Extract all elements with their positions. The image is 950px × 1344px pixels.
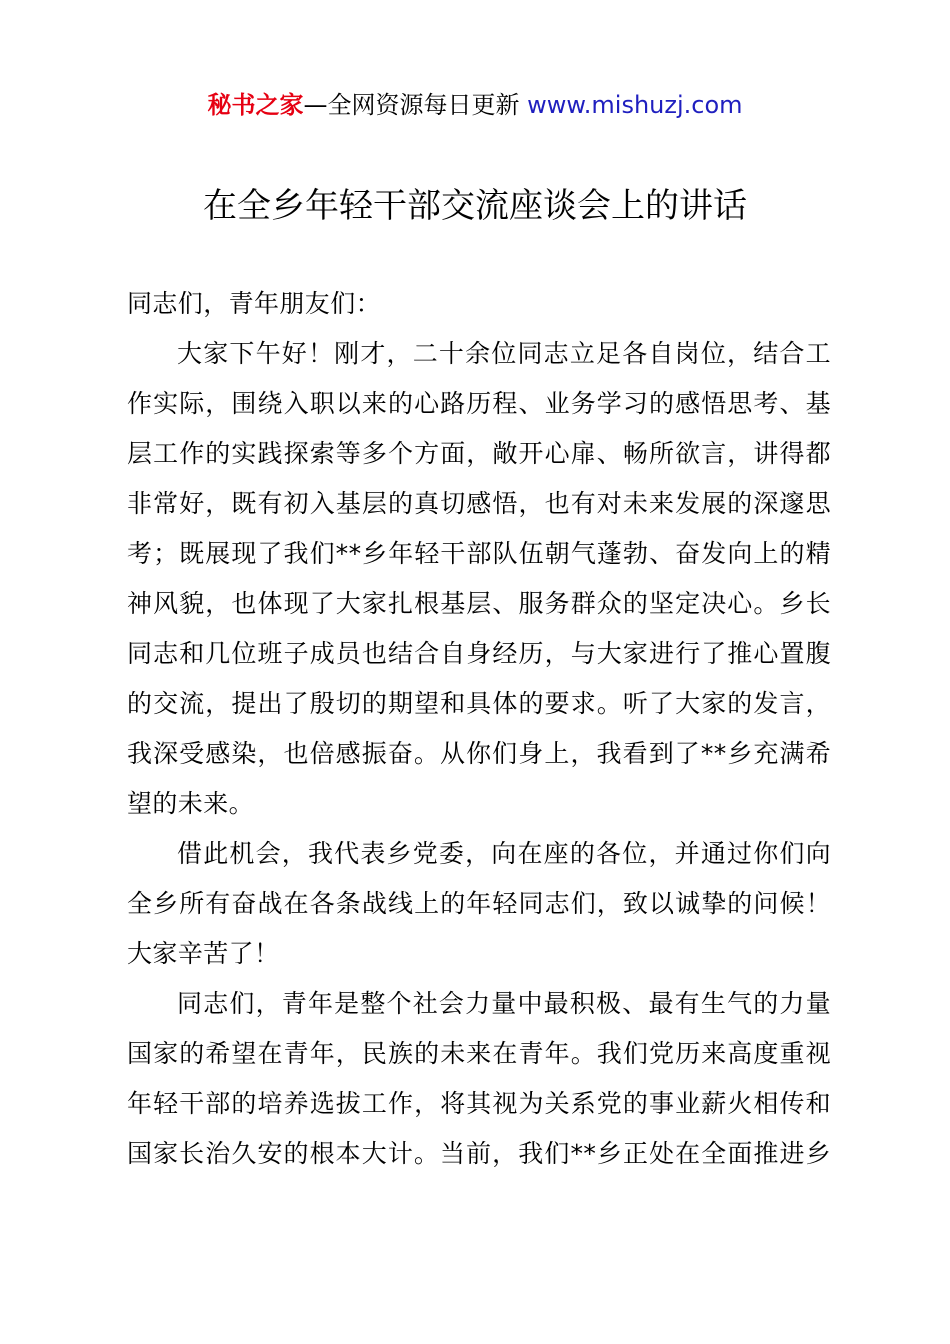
paragraph-line: 非常好，既有初入基层的真切感悟，也有对未来发展的深邃思 (127, 489, 831, 518)
paragraph-line: 同志们，青年是整个社会力量中最积极、最有生气的力量 (177, 989, 831, 1018)
paragraph-line: 考；既展现了我们**乡年轻干部队伍朝气蓬勃、奋发向上的精 (127, 539, 831, 568)
brand-name: 秘书之家 (207, 91, 304, 119)
paragraph-line: 作实际，围绕入职以来的心路历程、业务学习的感悟思考、基 (127, 389, 831, 418)
paragraph-line: 国家长治久安的根本大计。当前，我们**乡正处在全面推进乡 (127, 1139, 831, 1168)
paragraph-line: 的交流，提出了殷切的期望和具体的要求。听了大家的发言， (127, 689, 831, 718)
document-body (127, 284, 831, 1184)
paragraph-line: 大家下午好！刚才，二十余位同志立足各自岗位，结合工 (177, 339, 831, 368)
paragraph-line: 借此机会，我代表乡党委，向在座的各位，并通过你们向 (177, 839, 831, 868)
header-tagline: —全网资源每日更新 (303, 91, 520, 119)
paragraph-line: 层工作的实践探索等多个方面，敞开心扉、畅所欲言，讲得都 (127, 439, 831, 468)
paragraph-line: 望的未来。 (127, 789, 255, 818)
paragraph-line: 国家的希望在青年，民族的未来在青年。我们党历来高度重视 (127, 1039, 831, 1068)
paragraph-line: 神风貌，也体现了大家扎根基层、服务群众的坚定决心。乡长 (127, 589, 831, 618)
paragraph-line: 年轻干部的培养选拔工作，将其视为关系党的事业薪火相传和 (127, 1089, 831, 1118)
paragraph-line: 全乡所有奋战在各条战线上的年轻同志们，致以诚挚的问候！ (127, 889, 831, 918)
salutation: 同志们，青年朋友们： (127, 289, 382, 318)
document-title: 在全乡年轻干部交流座谈会上的讲话 (203, 186, 747, 226)
site-header (0, 88, 950, 122)
paragraph-line: 我深受感染，也倍感振奋。从你们身上，我看到了**乡充满希 (127, 739, 831, 768)
paragraph-line: 大家辛苦了！ (127, 939, 280, 968)
site-url-link[interactable]: www.mishuzj.com (527, 91, 743, 119)
paragraph-line: 同志和几位班子成员也结合自身经历，与大家进行了推心置腹 (127, 639, 831, 668)
